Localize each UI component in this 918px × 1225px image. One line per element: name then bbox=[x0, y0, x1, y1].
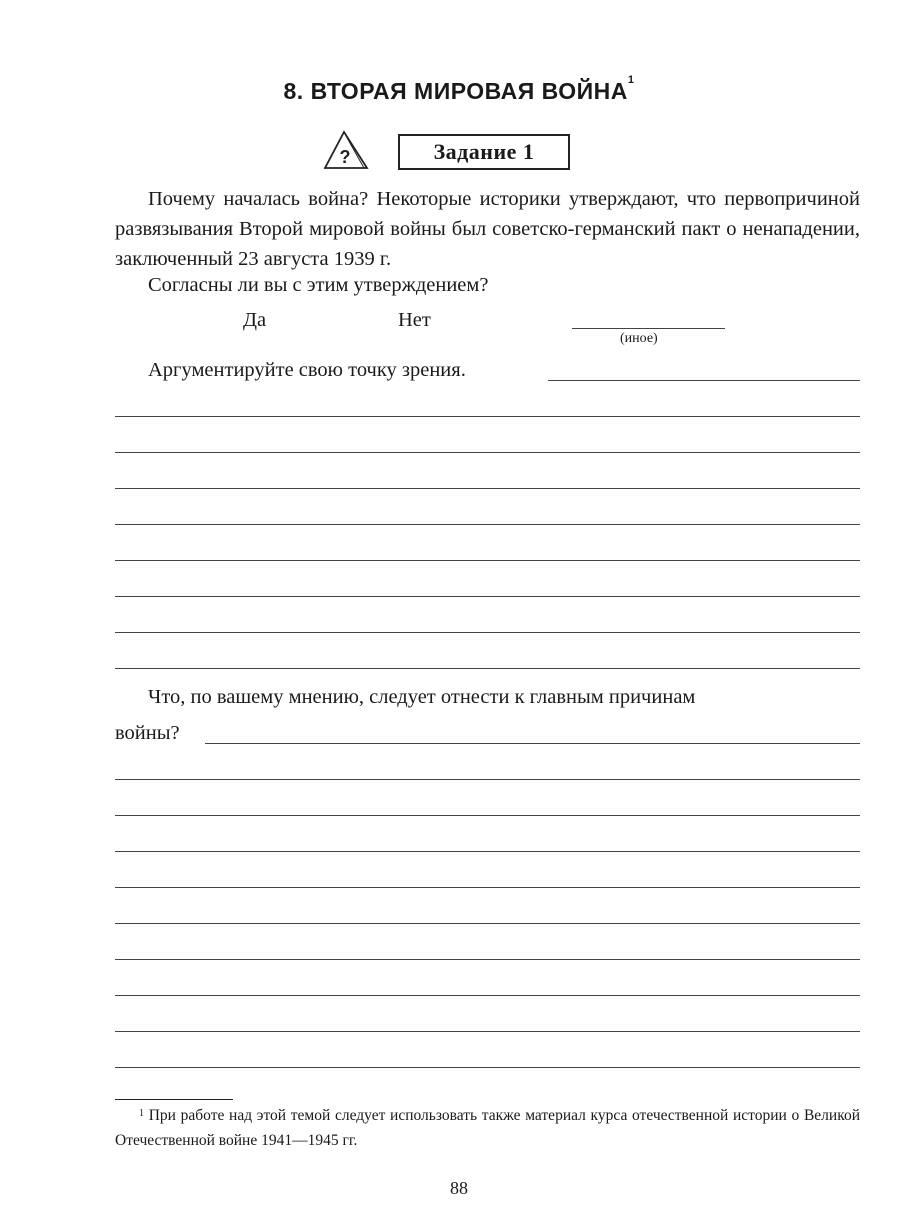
page-number: 88 bbox=[450, 1178, 468, 1198]
answer-line[interactable] bbox=[115, 887, 860, 888]
other-answer-caption: (иное) bbox=[620, 331, 658, 346]
question-2-line-1: Что, по вашему мнению, следует отнести к главным причинам bbox=[148, 686, 696, 708]
other-answer-line[interactable] bbox=[572, 328, 725, 329]
option-no[interactable]: Нет bbox=[398, 309, 431, 331]
answer-line[interactable] bbox=[115, 959, 860, 960]
answer-line[interactable] bbox=[115, 596, 860, 597]
svg-text:?: ? bbox=[339, 147, 351, 167]
footnote-mark: 1 bbox=[139, 1108, 144, 1119]
question-2-line-2: войны? bbox=[115, 722, 180, 744]
question-1-text: Почему началась война? Некоторые историки утверждают, что первопричиной развязывания Второй мировой войны был советско-германский пакт о ненападении, заключенный 23 августа 1939 г. bbox=[115, 188, 860, 270]
task-label: Задание 1 bbox=[433, 139, 535, 164]
answer-line[interactable] bbox=[115, 416, 860, 417]
option-yes[interactable]: Да bbox=[243, 309, 267, 331]
footnote bbox=[115, 1103, 860, 1153]
question-warning-icon bbox=[322, 128, 372, 172]
answer-line[interactable] bbox=[115, 488, 860, 489]
answer-line[interactable] bbox=[115, 923, 860, 924]
answer-line[interactable] bbox=[115, 851, 860, 852]
answer-line[interactable] bbox=[115, 560, 860, 561]
answer-line[interactable] bbox=[115, 452, 860, 453]
agree-prompt: Согласны ли вы с этим утверждением? bbox=[148, 274, 489, 296]
footnote-marker: 1 bbox=[627, 74, 635, 86]
argue-prompt: Аргументируйте свою точку зрения. bbox=[148, 359, 466, 381]
answer-line[interactable] bbox=[115, 815, 860, 816]
answer-line[interactable] bbox=[548, 380, 860, 381]
answer-line[interactable] bbox=[115, 1067, 860, 1068]
answer-line[interactable] bbox=[115, 524, 860, 525]
answer-line[interactable] bbox=[115, 632, 860, 633]
footnote-separator bbox=[115, 1099, 233, 1100]
answer-line[interactable] bbox=[115, 668, 860, 669]
answer-line[interactable] bbox=[115, 779, 860, 780]
answer-line[interactable] bbox=[115, 1031, 860, 1032]
page-title: 8. ВТОРАЯ МИРОВАЯ ВОЙНА$^1$ bbox=[283, 74, 635, 104]
answer-line[interactable] bbox=[205, 743, 860, 744]
task-label-box bbox=[398, 134, 570, 170]
answer-line[interactable] bbox=[115, 995, 860, 996]
footnote-text: При работе над этой темой следует использовать также материал курса отечественной истории о Великой Отечественной войне 1941—1945 гг. bbox=[115, 1107, 860, 1149]
